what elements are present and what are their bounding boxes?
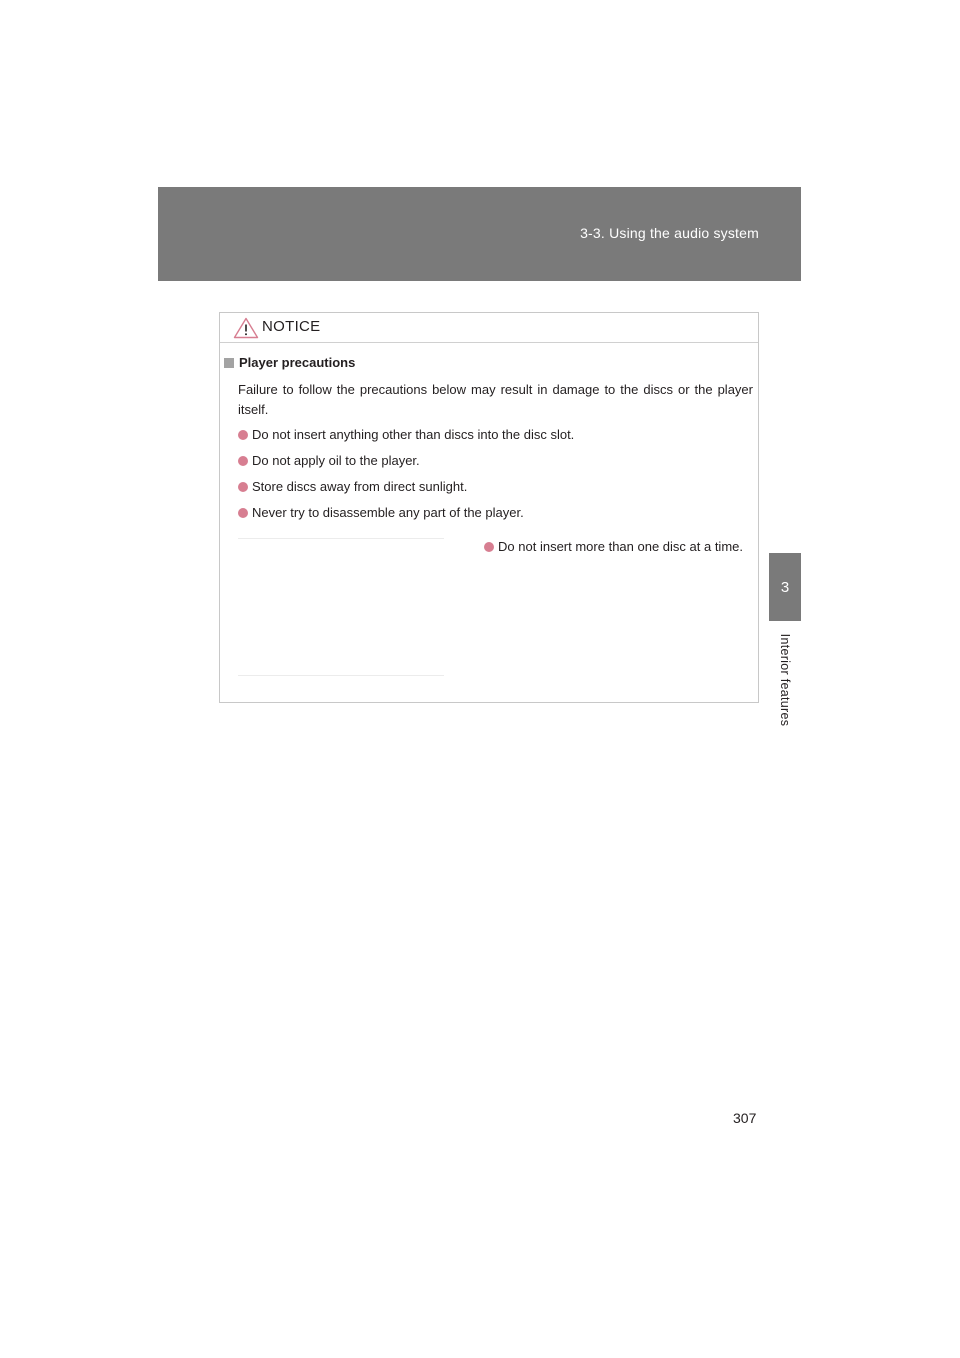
- illustration-rule-top: [238, 538, 444, 539]
- illustration-area: [238, 538, 444, 676]
- page-number: 307: [733, 1110, 757, 1126]
- bullet-dot-icon: [484, 542, 494, 552]
- bullet-text: Never try to disassemble any part of the player.: [252, 505, 524, 520]
- bullet-item: [238, 453, 420, 468]
- section-heading-text: Player precautions: [239, 355, 356, 370]
- bullet-dot-icon: [238, 430, 248, 440]
- notice-header: [220, 313, 758, 343]
- notice-title: NOTICE: [262, 318, 321, 335]
- square-bullet-icon: [224, 358, 234, 368]
- bullet-text: Do not apply oil to the player.: [252, 453, 420, 468]
- side-bullet-item: [484, 539, 743, 554]
- header-band: [158, 187, 801, 281]
- bullet-dot-icon: [238, 508, 248, 518]
- bullet-dot-icon: [238, 456, 248, 466]
- warning-triangle-icon: [233, 317, 259, 339]
- illustration-rule-bottom: [238, 675, 444, 676]
- chapter-tab: [769, 553, 801, 621]
- notice-box: [219, 312, 759, 703]
- bullet-text: Do not insert anything other than discs into the disc slot.: [252, 427, 575, 442]
- section-title: 3-3. Using the audio system: [580, 225, 759, 241]
- chapter-label: Interior features: [778, 633, 792, 727]
- bullet-dot-icon: [238, 482, 248, 492]
- bullet-item: [238, 427, 574, 442]
- intro-text: Failure to follow the precautions below may result in damage to the discs or the player itself.: [238, 382, 753, 417]
- chapter-number: 3: [780, 578, 790, 596]
- bullet-item: [238, 479, 467, 494]
- section-heading: [224, 355, 355, 370]
- side-bullet-text: Do not insert more than one disc at a time.: [498, 539, 743, 554]
- bullet-text: Store discs away from direct sunlight.: [252, 479, 468, 494]
- bullet-item: [238, 505, 524, 520]
